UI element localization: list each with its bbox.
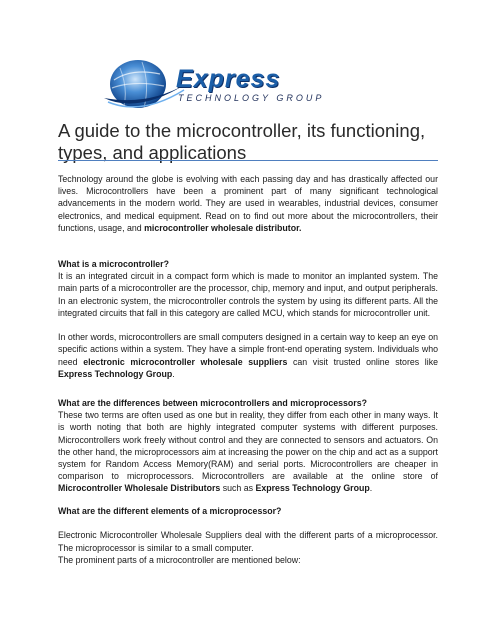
title-divider [58,160,438,161]
intro-section [58,173,438,234]
section3-paragraph2: The prominent parts of a microcontroller are mentioned below: [58,554,301,565]
logo-brand-text: Express [176,65,281,93]
section1-paragraph1: It is an integrated circuit in a compact form which is made to monitor an implanted system. The main parts of a microcontroller are the processor, chip, memory and input, and output peripherals. In an electronic system, the microcontroller controls the system by using its different parts. All the integrated circuits that fall in this category are called MCU, which stands for microcontroller unit. [58,271,438,318]
globe-swoosh-icon [98,54,188,120]
intro-paragraph [58,173,438,234]
company-bold-text: Express Technology Group [58,368,173,379]
suppliers-bold-text: electronic microcontroller wholesale suppliers [83,356,288,367]
section-what-is-microcontroller [58,258,438,380]
section3-heading: What are the different elements of a microprocessor? [58,506,282,516]
section2-paragraph: These two terms are often used as one but in reality, they differ from each other in many ways. It is worth noting that both are highly integrated computer systems with different purposes. Microcontrollers work freely without control and they are connected to sensors and actuators. On the other hand, the microprocessors aim at increasing the power on the chip and act as a support system for Random Access Memory(RAM) and serial ports. Microcontrollers are cheaper in comparison to microprocessors. Microcontrollers are available at the online store of Microcontroller Wholesale Distributors such as Express Technology Group. [58,410,438,494]
section-differences [58,397,438,495]
section3-paragraph1: Electronic Microcontroller Wholesale Suppliers deal with the different parts of a microprocessor. The microprocessor is similar to a small computer. [58,530,438,553]
logo-tagline: TECHNOLOGY GROUP [178,93,325,103]
distributors-bold-text: Microcontroller Wholesale Distributors [58,483,221,494]
intro-text: Technology around the globe is evolving with each passing day and has drastically affected our lives. Microcontrollers have been a prominent part of many significant technological advancements in the modern world. They are used in wearables, industrial devices, consumer electronics, and medical equipment. Read on to find out more about the microcontrollers, their functions, usage, and [58,174,438,233]
section1-paragraph2: In other words, microcontrollers are small computers designed in a certain way to keep an eye on specific actions within a system. They have a simple front-end operating system. Individuals who need electronic microcontroller wholesale suppliers can visit trusted online stores like Express Technology Group. [58,332,438,379]
company-logo [98,54,330,120]
section2-heading: What are the differences between microcontrollers and microprocessors? [58,398,367,408]
intro-bold-link: microcontroller wholesale distributor. [144,222,302,233]
company-bold-text-2: Express Technology Group [255,483,370,494]
section1-heading: What is a microcontroller? [58,259,169,269]
section-elements [58,505,438,566]
document-title: A guide to the microcontroller, its functioning, types, and applications [58,120,426,163]
